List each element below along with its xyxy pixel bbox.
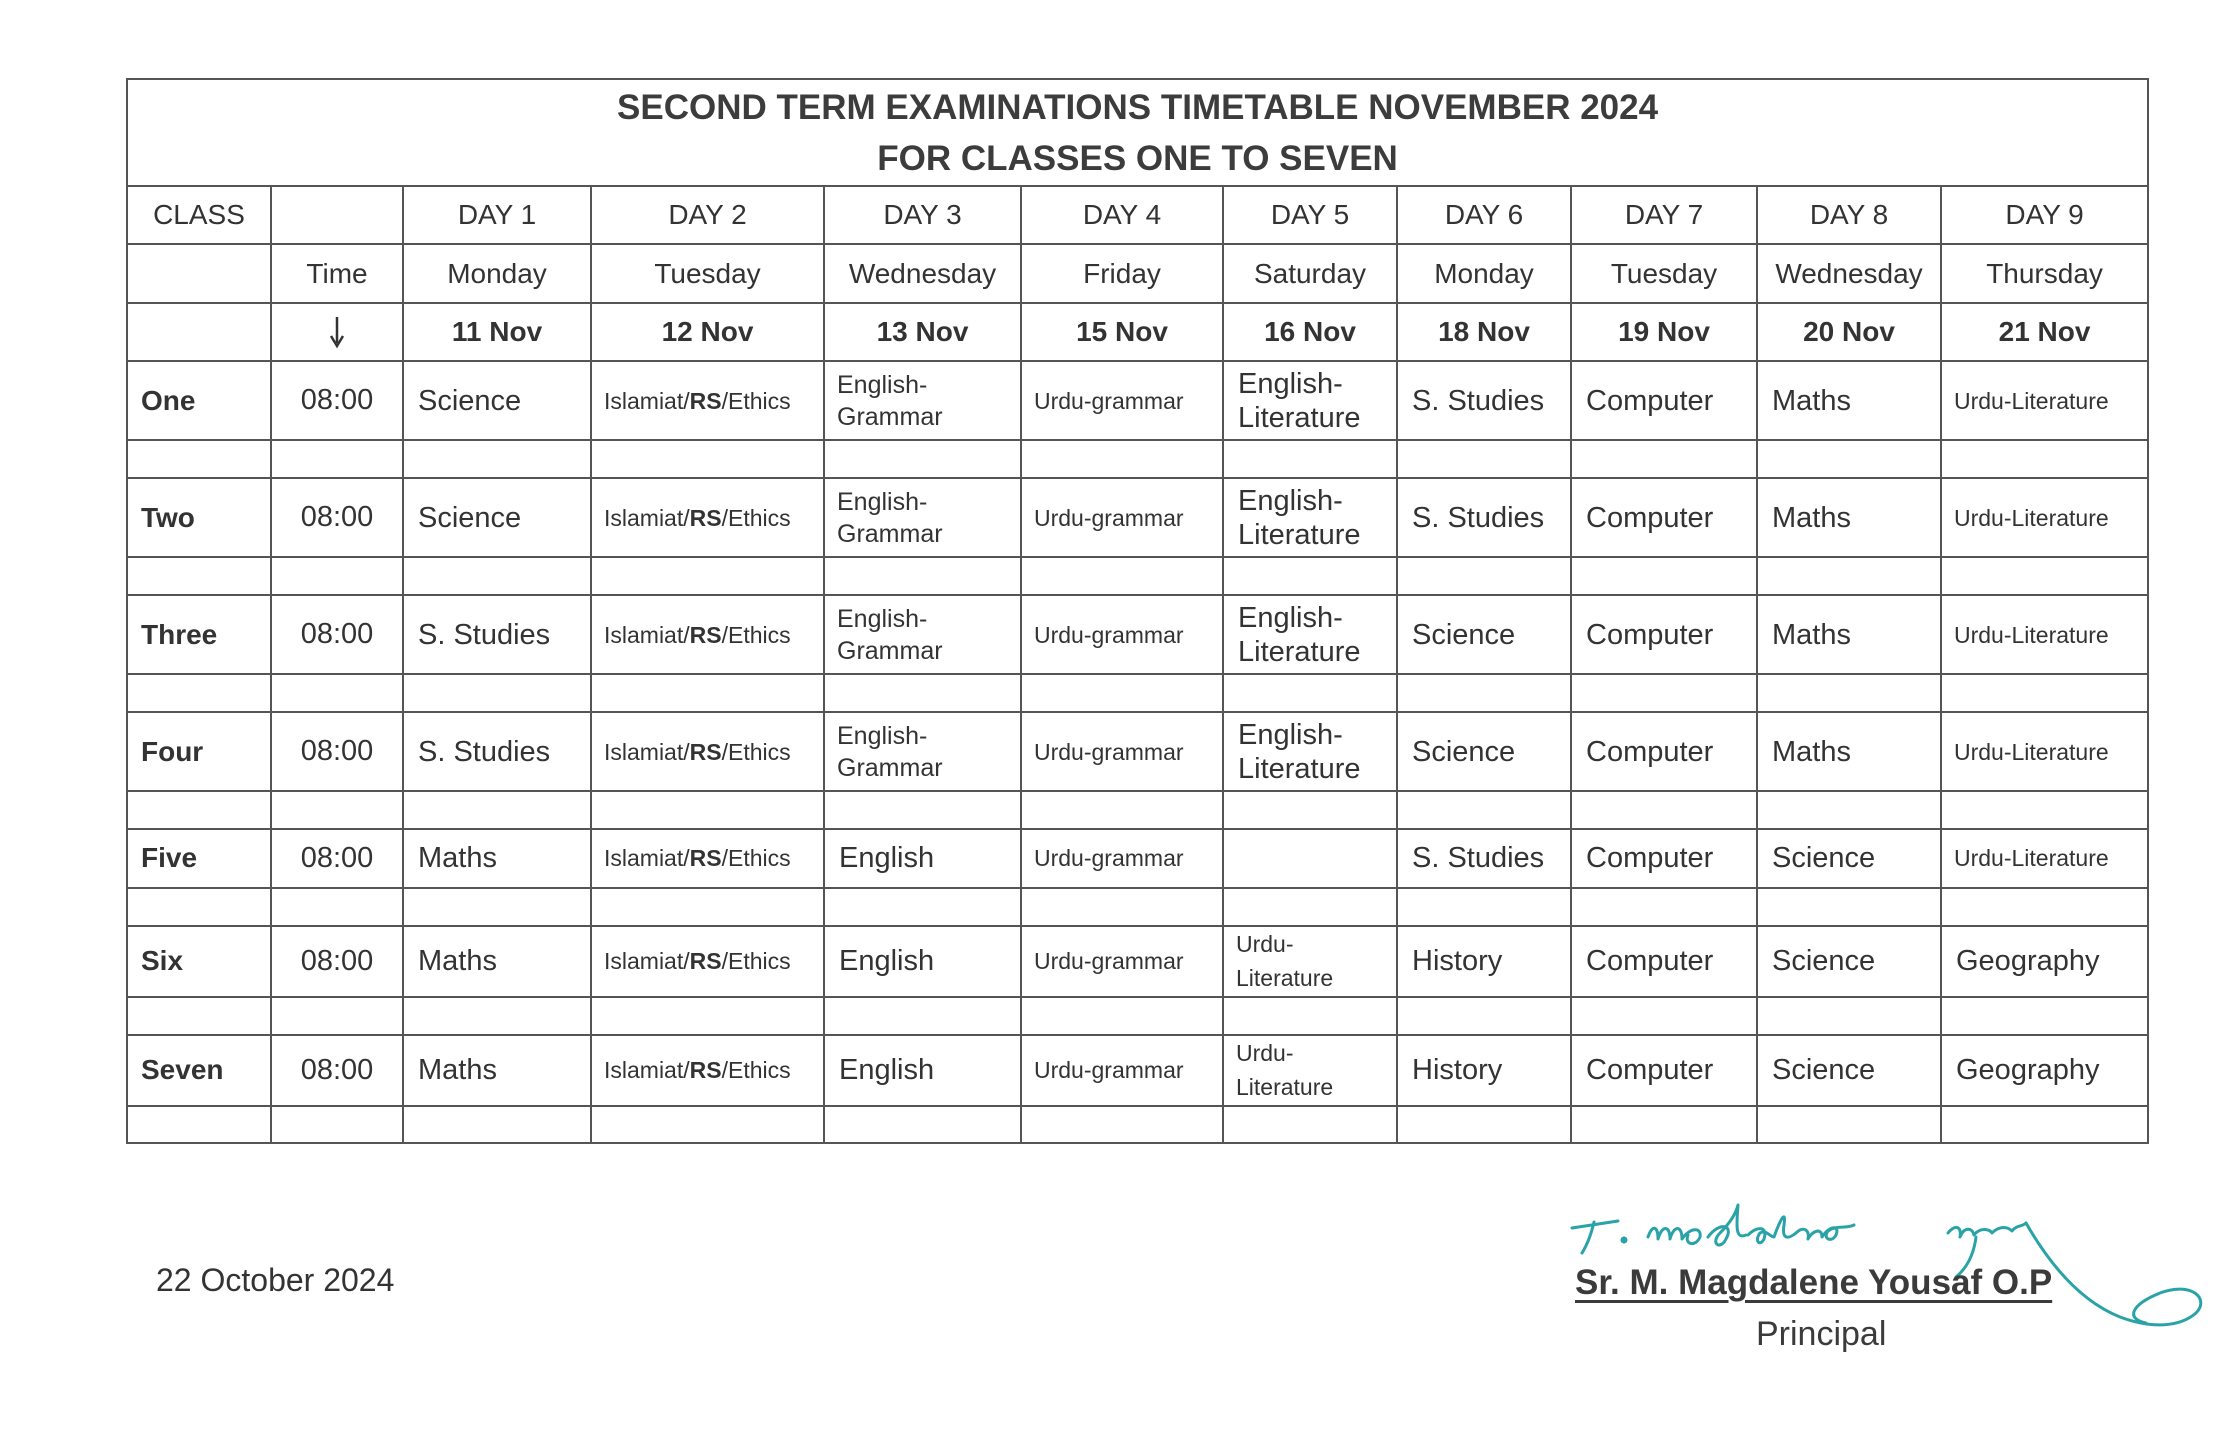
empty-cell	[1941, 440, 2148, 478]
subject-text: Islamiat/RS/Ethics	[604, 948, 791, 975]
class-header-blank	[127, 303, 271, 361]
subject-text-bold: RS	[689, 387, 722, 414]
empty-cell	[271, 791, 403, 829]
class-name: Four	[127, 712, 271, 791]
day-label: DAY 9	[1941, 186, 2148, 244]
empty-cell	[271, 1106, 403, 1143]
subject-text: Literature	[1238, 635, 1361, 668]
title-row	[127, 79, 2148, 186]
subject-cell	[1397, 829, 1571, 887]
empty-cell	[127, 1106, 271, 1143]
subject-cell	[1021, 712, 1223, 791]
empty-cell	[1223, 440, 1397, 478]
subject-text: Urdu-grammar	[1034, 738, 1184, 765]
principal-title: Principal	[1756, 1315, 1887, 1353]
subject-cell	[403, 1035, 591, 1106]
subject-cell	[1397, 478, 1571, 557]
subject-cell	[403, 712, 591, 791]
empty-cell	[1757, 674, 1941, 712]
weekday-label: Monday	[1397, 244, 1571, 302]
subject-cell	[1021, 361, 1223, 440]
subject-text: Urdu-Literature	[1954, 621, 2109, 648]
empty-cell	[1223, 791, 1397, 829]
subject-cell	[1571, 478, 1757, 557]
date-label: 20 Nov	[1757, 303, 1941, 361]
subject-cell	[403, 926, 591, 997]
empty-cell	[1397, 1106, 1571, 1143]
subject-cell	[1941, 926, 2148, 997]
exam-time: 08:00	[271, 829, 403, 887]
exam-time: 08:00	[271, 926, 403, 997]
subject-cell	[1021, 1035, 1223, 1106]
subject-cell	[824, 1035, 1021, 1106]
day-label: DAY 3	[824, 186, 1021, 244]
class-name: Six	[127, 926, 271, 997]
subject-cell	[1223, 712, 1397, 791]
date-label: 13 Nov	[824, 303, 1021, 361]
empty-cell	[403, 440, 591, 478]
empty-cell	[271, 557, 403, 595]
subject-text: Islamiat/RS/Ethics	[604, 1057, 791, 1084]
subject-cell	[824, 926, 1021, 997]
day-label: DAY 5	[1223, 186, 1397, 244]
subject-text: Grammar	[837, 636, 943, 665]
class-name: Three	[127, 595, 271, 674]
empty-cell	[1223, 674, 1397, 712]
empty-cell	[824, 1106, 1021, 1143]
subject-cell	[1397, 361, 1571, 440]
subject-text: S. Studies	[418, 618, 551, 651]
empty-cell	[591, 997, 824, 1035]
empty-cell	[1941, 674, 2148, 712]
empty-cell	[1757, 888, 1941, 926]
empty-cell	[1397, 997, 1571, 1035]
subject-text: Urdu-grammar	[1034, 387, 1184, 414]
class-row-two	[127, 478, 2148, 557]
empty-cell	[1223, 997, 1397, 1035]
empty-cell	[591, 440, 824, 478]
subject-cell	[1941, 1035, 2148, 1106]
subject-cell	[1223, 361, 1397, 440]
subject-cell	[1757, 361, 1941, 440]
subject-text: Maths	[1772, 384, 1851, 417]
empty-cell	[1571, 557, 1757, 595]
subject-cell	[1941, 829, 2148, 887]
subject-text: Literature	[1238, 401, 1361, 434]
title-line-2: FOR CLASSES ONE TO SEVEN	[877, 139, 1398, 179]
subject-cell	[1397, 712, 1571, 791]
time-header: Time	[271, 244, 403, 302]
spacer-row	[127, 557, 2148, 595]
empty-cell	[1021, 440, 1223, 478]
weekday-label: Saturday	[1223, 244, 1397, 302]
empty-cell	[271, 440, 403, 478]
subject-cell	[1223, 1035, 1397, 1106]
empty-cell	[1757, 440, 1941, 478]
empty-cell	[824, 997, 1021, 1035]
weekday-label: Monday	[403, 244, 591, 302]
spacer-row	[127, 1106, 2148, 1143]
time-arrow-cell	[271, 303, 403, 361]
empty-cell	[1571, 674, 1757, 712]
day-header-row	[127, 186, 2148, 244]
subject-text: English	[839, 1054, 935, 1087]
subject-text: English-	[1238, 601, 1343, 634]
subject-text: English-	[1238, 367, 1343, 400]
day-label: DAY 6	[1397, 186, 1571, 244]
empty-cell	[127, 440, 271, 478]
subject-text: Science	[418, 384, 522, 417]
title-line-1: SECOND TERM EXAMINATIONS TIMETABLE NOVEMBER 2024	[617, 88, 1659, 128]
subject-text: Maths	[1772, 735, 1851, 768]
subject-text: Computer	[1586, 842, 1714, 875]
arrow-down-icon	[327, 315, 347, 349]
day-label: DAY 4	[1021, 186, 1223, 244]
empty-cell	[591, 674, 824, 712]
subject-cell	[1941, 361, 2148, 440]
subject-cell	[1021, 478, 1223, 557]
issue-date: 22 October 2024	[156, 1262, 395, 1298]
subject-cell	[591, 1035, 824, 1106]
weekday-label: Thursday	[1941, 244, 2148, 302]
subject-cell	[1223, 829, 1397, 887]
subject-text: English	[839, 945, 935, 978]
subject-text: S. Studies	[1412, 842, 1545, 875]
empty-cell	[1571, 997, 1757, 1035]
subject-text: Computer	[1586, 945, 1714, 978]
subject-cell	[1397, 595, 1571, 674]
empty-cell	[591, 1106, 824, 1143]
exam-time: 08:00	[271, 595, 403, 674]
subject-cell	[1223, 926, 1397, 997]
subject-text: Computer	[1586, 384, 1714, 417]
empty-cell	[1757, 997, 1941, 1035]
weekday-label: Friday	[1021, 244, 1223, 302]
subject-cell	[403, 361, 591, 440]
subject-cell	[1757, 926, 1941, 997]
subject-text: English-	[1238, 718, 1343, 751]
class-name: Two	[127, 478, 271, 557]
subject-text: Science	[1772, 1054, 1876, 1087]
subject-cell	[1571, 829, 1757, 887]
subject-cell	[1223, 478, 1397, 557]
subject-text-bold: RS	[689, 845, 722, 872]
subject-text-bold: RS	[689, 621, 722, 648]
empty-cell	[1757, 557, 1941, 595]
subject-text: Urdu-Literature	[1954, 738, 2109, 765]
subject-cell	[1571, 712, 1757, 791]
subject-text: Urdu-grammar	[1034, 948, 1184, 975]
subject-cell	[1571, 926, 1757, 997]
empty-cell	[1223, 1106, 1397, 1143]
class-row-three	[127, 595, 2148, 674]
date-label: 12 Nov	[591, 303, 824, 361]
subject-cell	[1941, 595, 2148, 674]
subject-text: Islamiat/RS/Ethics	[604, 504, 791, 531]
class-row-five	[127, 829, 2148, 887]
subject-text: English-	[837, 487, 928, 516]
class-name: One	[127, 361, 271, 440]
timetable-title	[127, 79, 2148, 186]
subject-text: Urdu-grammar	[1034, 621, 1184, 648]
empty-cell	[1571, 888, 1757, 926]
subject-text: Urdu-Literature	[1954, 504, 2109, 531]
empty-cell	[1223, 888, 1397, 926]
weekday-header-row	[127, 244, 2148, 302]
empty-cell	[1571, 1106, 1757, 1143]
date-label: 21 Nov	[1941, 303, 2148, 361]
empty-cell	[403, 674, 591, 712]
subject-cell	[1021, 829, 1223, 887]
spacer-row	[127, 997, 2148, 1035]
subject-cell	[591, 829, 824, 887]
subject-cell	[1757, 712, 1941, 791]
date-label: 15 Nov	[1021, 303, 1223, 361]
empty-cell	[1021, 997, 1223, 1035]
subject-cell	[1021, 926, 1223, 997]
subject-cell	[824, 361, 1021, 440]
empty-cell	[403, 791, 591, 829]
exam-time: 08:00	[271, 712, 403, 791]
subject-cell	[824, 478, 1021, 557]
subject-text: Science	[418, 501, 522, 534]
empty-cell	[1941, 888, 2148, 926]
subject-text-bold: RS	[689, 948, 722, 975]
empty-cell	[1397, 888, 1571, 926]
empty-cell	[1021, 791, 1223, 829]
class-row-one	[127, 361, 2148, 440]
empty-cell	[1397, 557, 1571, 595]
subject-text: Urdu-	[1236, 1040, 1294, 1067]
subject-text: S. Studies	[1412, 501, 1545, 534]
empty-cell	[1571, 791, 1757, 829]
class-row-six	[127, 926, 2148, 997]
subject-text-bold: RS	[689, 738, 722, 765]
empty-cell	[591, 557, 824, 595]
date-label: 16 Nov	[1223, 303, 1397, 361]
subject-text: Maths	[1772, 618, 1851, 651]
empty-cell	[824, 888, 1021, 926]
subject-cell	[591, 712, 824, 791]
subject-text: Maths	[418, 1054, 497, 1087]
empty-cell	[591, 791, 824, 829]
time-header-blank	[271, 186, 403, 244]
subject-text: English	[839, 842, 935, 875]
subject-text: Urdu-	[1236, 931, 1294, 958]
subject-cell	[1941, 478, 2148, 557]
empty-cell	[127, 888, 271, 926]
empty-cell	[403, 557, 591, 595]
subject-text: S. Studies	[418, 735, 551, 768]
weekday-label: Wednesday	[1757, 244, 1941, 302]
subject-cell	[1021, 595, 1223, 674]
subject-cell	[1571, 1035, 1757, 1106]
subject-cell	[1757, 478, 1941, 557]
subject-cell	[1571, 595, 1757, 674]
class-header: CLASS	[127, 186, 271, 244]
empty-cell	[1223, 557, 1397, 595]
empty-cell	[127, 674, 271, 712]
class-row-four	[127, 712, 2148, 791]
subject-cell	[1757, 1035, 1941, 1106]
subject-text: Maths	[418, 842, 497, 875]
empty-cell	[127, 791, 271, 829]
subject-text: Science	[1412, 618, 1516, 651]
subject-text: Science	[1412, 735, 1516, 768]
empty-cell	[271, 997, 403, 1035]
subject-text: Islamiat/RS/Ethics	[604, 387, 791, 414]
subject-cell	[1223, 595, 1397, 674]
spacer-row	[127, 888, 2148, 926]
empty-cell	[403, 997, 591, 1035]
date-label: 11 Nov	[403, 303, 591, 361]
subject-text-bold: RS	[689, 1057, 722, 1084]
spacer-row	[127, 674, 2148, 712]
subject-cell	[403, 595, 591, 674]
subject-cell	[1757, 829, 1941, 887]
subject-text: Literature	[1238, 518, 1361, 551]
subject-text: Maths	[1772, 501, 1851, 534]
empty-cell	[824, 557, 1021, 595]
subject-cell	[824, 829, 1021, 887]
subject-text-bold: RS	[689, 504, 722, 531]
subject-cell	[1571, 361, 1757, 440]
empty-cell	[1397, 674, 1571, 712]
subject-cell	[1757, 595, 1941, 674]
empty-cell	[1021, 674, 1223, 712]
subject-text: Urdu-Literature	[1954, 387, 2109, 414]
empty-cell	[1021, 1106, 1223, 1143]
subject-text: English-	[837, 604, 928, 633]
day-label: DAY 1	[403, 186, 591, 244]
subject-cell	[591, 595, 824, 674]
subject-cell	[403, 829, 591, 887]
exam-time: 08:00	[271, 1035, 403, 1106]
subject-text: Islamiat/RS/Ethics	[604, 845, 791, 872]
subject-cell	[824, 712, 1021, 791]
empty-cell	[1941, 997, 2148, 1035]
subject-cell	[591, 478, 824, 557]
empty-cell	[1941, 1106, 2148, 1143]
subject-text: Maths	[418, 945, 497, 978]
subject-cell	[824, 595, 1021, 674]
subject-cell	[591, 926, 824, 997]
subject-cell	[591, 361, 824, 440]
subject-text: Grammar	[837, 753, 943, 782]
date-header-row	[127, 303, 2148, 361]
empty-cell	[1021, 888, 1223, 926]
subject-text: Computer	[1586, 501, 1714, 534]
subject-text: Science	[1772, 842, 1876, 875]
empty-cell	[591, 888, 824, 926]
weekday-label: Wednesday	[824, 244, 1021, 302]
date-label: 18 Nov	[1397, 303, 1571, 361]
principal-name: Sr. M. Magdalene Yousaf O.P	[1575, 1263, 2053, 1302]
subject-text: Computer	[1586, 1054, 1714, 1087]
subject-text: Urdu-grammar	[1034, 504, 1184, 531]
class-name: Five	[127, 829, 271, 887]
empty-cell	[824, 791, 1021, 829]
spacer-row	[127, 791, 2148, 829]
subject-cell	[1397, 926, 1571, 997]
exam-timetable	[126, 78, 2149, 1144]
empty-cell	[1757, 1106, 1941, 1143]
empty-cell	[1941, 791, 2148, 829]
subject-text: S. Studies	[1412, 384, 1545, 417]
empty-cell	[1397, 791, 1571, 829]
subject-cell	[1941, 712, 2148, 791]
empty-cell	[1941, 557, 2148, 595]
day-label: DAY 8	[1757, 186, 1941, 244]
class-header-blank	[127, 244, 271, 302]
empty-cell	[403, 1106, 591, 1143]
weekday-label: Tuesday	[1571, 244, 1757, 302]
subject-text: English-	[837, 721, 928, 750]
exam-time: 08:00	[271, 361, 403, 440]
empty-cell	[127, 997, 271, 1035]
empty-cell	[824, 440, 1021, 478]
subject-text: Islamiat/RS/Ethics	[604, 621, 791, 648]
subject-text: Urdu-grammar	[1034, 1057, 1184, 1084]
subject-cell	[1397, 1035, 1571, 1106]
empty-cell	[824, 674, 1021, 712]
subject-text: Literature	[1238, 752, 1361, 785]
subject-text: Grammar	[837, 402, 943, 431]
subject-text: Geography	[1956, 945, 2100, 978]
empty-cell	[271, 674, 403, 712]
subject-text: History	[1412, 1054, 1503, 1087]
subject-text: English-	[1238, 484, 1343, 517]
subject-text: Computer	[1586, 735, 1714, 768]
subject-text: Islamiat/RS/Ethics	[604, 738, 791, 765]
empty-cell	[403, 888, 591, 926]
subject-text: Grammar	[837, 519, 943, 548]
empty-cell	[1571, 440, 1757, 478]
spacer-row	[127, 440, 2148, 478]
class-row-seven	[127, 1035, 2148, 1106]
subject-cell	[403, 478, 591, 557]
class-name: Seven	[127, 1035, 271, 1106]
subject-text: Urdu-grammar	[1034, 845, 1184, 872]
empty-cell	[1397, 440, 1571, 478]
day-label: DAY 7	[1571, 186, 1757, 244]
subject-text: Urdu-Literature	[1954, 845, 2109, 872]
subject-text: Literature	[1236, 1074, 1334, 1101]
subject-text: English-	[837, 370, 928, 399]
exam-time: 08:00	[271, 478, 403, 557]
subject-text: Literature	[1236, 965, 1334, 992]
empty-cell	[1021, 557, 1223, 595]
subject-text: Computer	[1586, 618, 1714, 651]
weekday-label: Tuesday	[591, 244, 824, 302]
date-label: 19 Nov	[1571, 303, 1757, 361]
subject-text: Geography	[1956, 1054, 2100, 1087]
subject-text: Science	[1772, 945, 1876, 978]
day-label: DAY 2	[591, 186, 824, 244]
empty-cell	[1757, 791, 1941, 829]
empty-cell	[127, 557, 271, 595]
empty-cell	[271, 888, 403, 926]
subject-text: History	[1412, 945, 1503, 978]
